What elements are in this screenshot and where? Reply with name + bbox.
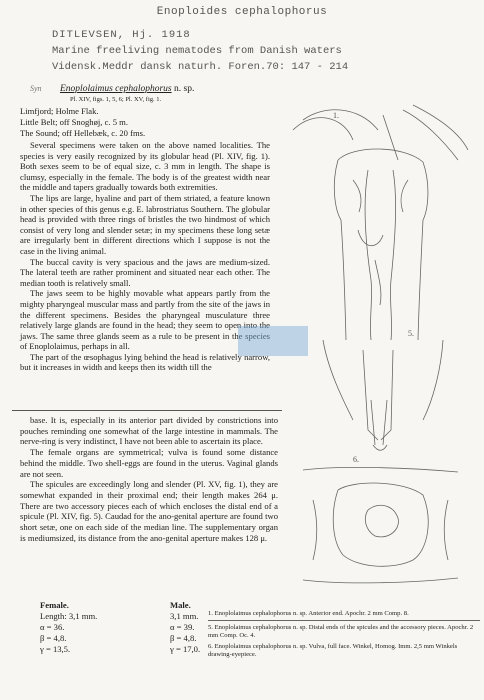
paragraph: The jaws seem to be highly movable what appears partly from the mighty pharyngeal muscular mass and partly from the site of the jaws in the different specimens. Besides the pharyngeal musculature three relatively large glands are found in the head; they seem to open into the jaws. The same three glands seem as a rule to be present in the species of Enoplolaimus, perhaps in all. bbox=[20, 288, 270, 352]
locality-3: The Sound; off Hellebæk, c. 20 fms. bbox=[20, 128, 146, 138]
species-name: Enoplolaimus cephalophorus bbox=[60, 84, 172, 94]
paragraph: The buccal cavity is very spacious and the jaws are medium-sized. The lateral teeth are rather prominent and situated near each other. The median tooth is relatively small. bbox=[20, 256, 270, 288]
figure-1-anterior-end bbox=[293, 105, 468, 340]
species-suffix: n. sp. bbox=[171, 84, 195, 94]
paragraph: The lips are large, hyaline and part of them striated, a feature known in other species of this genus e.g. E. labrostriatus Southern. The globular head is provided with three rings of bristles the two hindmost of which consist of very long and slender setæ; in my specimens these long setæ are irregularly bent in different directions which I suppose is not the case in the living animal. bbox=[20, 192, 270, 256]
paragraph: base. It is, especially in its anterior part divided by constrictions into pouches reminding one somewhat of the large intestine in mammals. The nerve-ring is very indistinct, I have not been able to ascertain its place. bbox=[20, 415, 278, 447]
journal-line: Vidensk.Meddr dansk naturh. Foren.70: 147 - 214 bbox=[52, 61, 349, 73]
document-title: Enoploides cephalophorus bbox=[156, 6, 328, 18]
handwritten-syn-note: Syn bbox=[30, 84, 42, 93]
figure-5-label: 5. bbox=[408, 329, 414, 338]
measure-row: γ = 13,5. bbox=[40, 644, 71, 654]
figure-6-vulva bbox=[303, 467, 458, 583]
figure-6-label: 6. bbox=[353, 455, 359, 464]
locality-1: Limfjord; Holme Flak. bbox=[20, 106, 99, 116]
watermark-stamp bbox=[238, 326, 308, 356]
measure-row: 3,1 mm. bbox=[170, 611, 199, 621]
caption-6: 6. Enoplolaimus cephalophorus n. sp. Vulva, full face. Winkel, Homog. Imm. 2,5 mm Winkels drawing-eyepiece. bbox=[208, 642, 458, 658]
measure-row: Length: 3,1 mm. bbox=[40, 611, 98, 621]
text-column-lower bbox=[20, 415, 278, 543]
measure-row: α = 36. bbox=[40, 622, 65, 632]
work-title-line: Marine freeliving nematodes from Danish waters bbox=[52, 45, 342, 57]
divider bbox=[12, 410, 282, 411]
female-measurements bbox=[40, 600, 97, 655]
species-heading bbox=[60, 84, 194, 94]
paragraph: The female organs are symmetrical; vulva is found some distance behind the middle. Two shell-eggs are found in the uterus. Vaginal glands are not seen. bbox=[20, 447, 278, 479]
figure-1-label: 1. bbox=[333, 111, 339, 120]
figure-captions bbox=[208, 610, 480, 661]
paragraph: The spicules are exceedingly long and slender (Pl. XV, fig. 1), they are somewhat expanded in their proximal end; their length makes 264 μ. There are two accessory pieces each of which encloses the distal end of a spicule (Pl. XIV, fig. 5). Caudad for the ano-genital aperture are found two short setæ, one on each side of the median line. The supplementary organ is mediumsized, its distance from the ano-genital aperture makes 128 μ. bbox=[20, 479, 278, 543]
author-line: DITLEVSEN, Hj. 1918 bbox=[52, 29, 191, 41]
species-plate-reference: Pl. XIV, figs. 1, 5, 6; Pl. XV, fig. 1. bbox=[70, 96, 162, 103]
measure-row: α = 39. bbox=[170, 622, 195, 632]
nematode-drawings bbox=[283, 100, 473, 605]
measure-row: β = 4,8. bbox=[170, 633, 197, 643]
male-heading: Male. bbox=[170, 600, 191, 610]
figure-5-spicules bbox=[323, 340, 443, 450]
female-heading: Female. bbox=[40, 600, 69, 610]
figure-plate bbox=[283, 100, 473, 605]
caption-1: 1. Enoplolaimus cephalophorus n. sp. Anterior end. Apochr. 2 mm Comp. 8. bbox=[208, 610, 409, 617]
paragraph: Several specimens were taken on the above named localities. The species is very easily recognized by its globular head (Pl. XIV, fig. 1). Both sexes seem to be of equal size, c. 3 mm in length. The shape is clumsy, especially in the female. The body is of the greatest width near the middle and tapers gradually towards both extremities. bbox=[20, 140, 270, 193]
paragraph: The part of the œsophagus lying behind the head is relatively narrow, but it increases in width and keeps then its width till the bbox=[20, 351, 270, 373]
text-column-left bbox=[20, 140, 270, 373]
male-measurements bbox=[170, 600, 200, 655]
caption-divider bbox=[208, 620, 480, 621]
caption-5: 5. Enoplolaimus cephalophorus n. sp. Distal ends of the spicules and the accessory pieces. Apochr. 2 mm Comp. Oc. 4. bbox=[208, 624, 474, 640]
locality-2: Little Belt; off Snoghøj, c. 5 m. bbox=[20, 117, 128, 127]
measure-row: γ = 17,0. bbox=[170, 644, 201, 654]
measure-row: β = 4,8. bbox=[40, 633, 67, 643]
